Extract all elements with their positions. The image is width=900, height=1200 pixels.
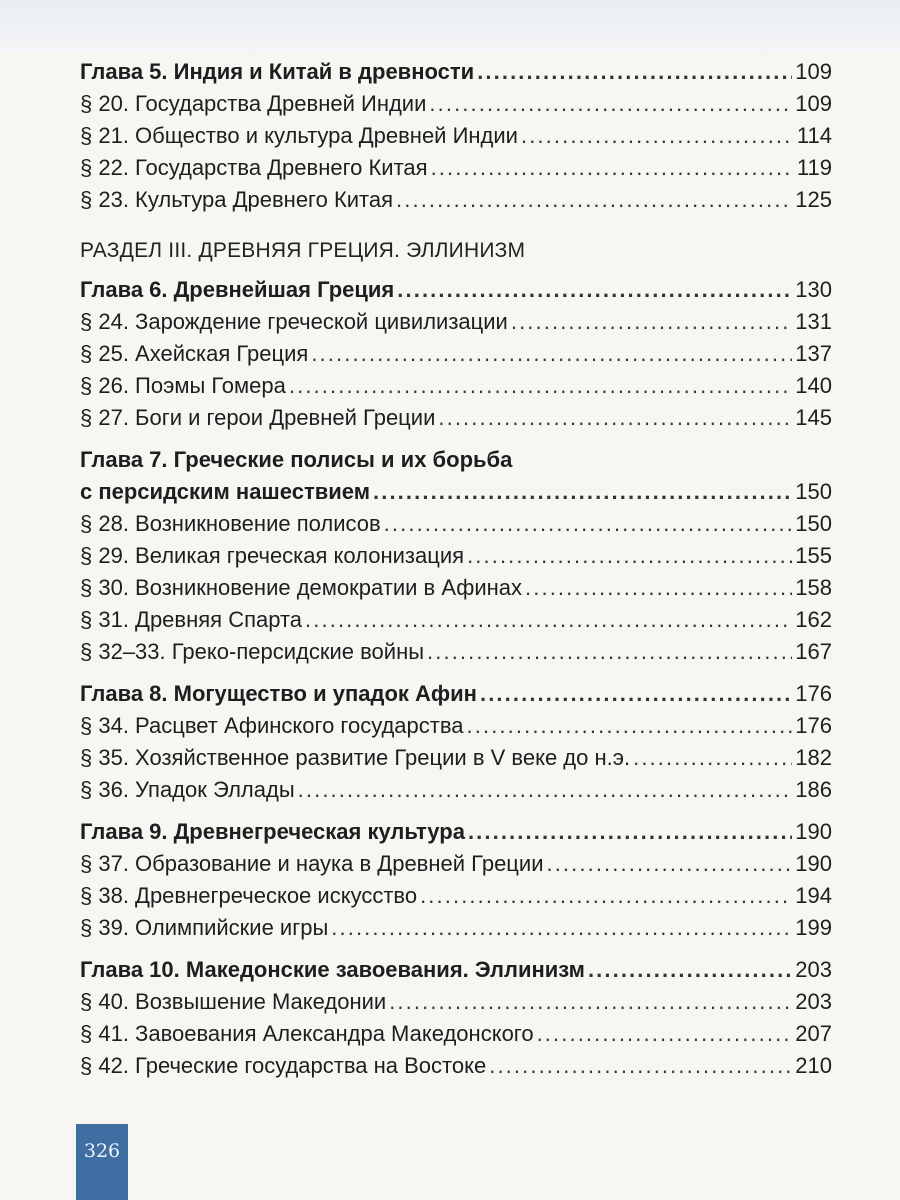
- chapter-entry[interactable]: [80, 476, 832, 508]
- paragraph-entry-page: 155: [795, 543, 832, 568]
- chapter-entry[interactable]: [80, 954, 832, 986]
- paragraph-entry-page: 182: [795, 745, 832, 770]
- dot-leader: [511, 306, 792, 338]
- chapter: [80, 274, 832, 434]
- paragraph-entry-page: 176: [795, 713, 832, 738]
- paragraph-entry-label: § 29. Великая греческая колонизация: [80, 543, 465, 568]
- chapter-entry-page: 109: [795, 59, 832, 84]
- paragraph-entry[interactable]: [80, 710, 832, 742]
- paragraph-entry-label: § 28. Возникновение полисов: [80, 511, 381, 536]
- paragraph-entry-page: 186: [795, 777, 832, 802]
- section-heading: РАЗДЕЛ III. ДРЕВНЯЯ ГРЕЦИЯ. ЭЛЛИНИЗМ: [80, 239, 526, 262]
- paragraph-entry[interactable]: [80, 604, 832, 636]
- dot-leader: [397, 274, 792, 306]
- paragraph-entry[interactable]: [80, 120, 832, 152]
- toc-group-2: [80, 274, 832, 1082]
- paragraph-entry-label: § 23. Культура Древнего Китая: [80, 187, 394, 212]
- chapter: [80, 56, 832, 216]
- paragraph-entry-label: § 34. Расцвет Афинского государства: [80, 713, 464, 738]
- paragraph-entry[interactable]: [80, 370, 832, 402]
- chapter-entry-page: 190: [795, 819, 832, 844]
- paragraph-entry[interactable]: [80, 848, 832, 880]
- chapter-entry-label: Глава 6. Древнейшая Греция: [80, 277, 395, 302]
- dot-leader: [525, 572, 792, 604]
- paragraph-entry-label: § 40. Возвышение Македонии: [80, 989, 387, 1014]
- dot-leader: [431, 152, 794, 184]
- paragraph-entry-page: 131: [795, 309, 832, 334]
- paragraph-entry-label: § 36. Упадок Эллады: [80, 777, 295, 802]
- paragraph-entry[interactable]: [80, 306, 832, 338]
- chapter-entry-page: 176: [795, 681, 832, 706]
- chapter: [80, 678, 832, 806]
- paragraph-entry-label: § 22. Государства Древнего Китая: [80, 155, 428, 180]
- chapter: [80, 954, 832, 1082]
- dot-leader: [468, 816, 792, 848]
- dot-leader: [537, 1018, 793, 1050]
- chapter: [80, 444, 832, 668]
- dot-leader: [311, 338, 792, 370]
- paragraph-entry[interactable]: [80, 152, 832, 184]
- dot-leader: [546, 848, 792, 880]
- dot-leader: [427, 636, 792, 668]
- dot-leader: [420, 880, 792, 912]
- dot-leader: [298, 774, 793, 806]
- table-of-contents: [80, 56, 832, 1082]
- dot-leader: [467, 540, 792, 572]
- dot-leader: [477, 56, 792, 88]
- chapter-entry-page: 150: [795, 479, 832, 504]
- dot-leader: [467, 710, 793, 742]
- paragraph-entry-label: § 35. Хозяйственное развитие Греции в V веке до н.э.: [80, 745, 631, 770]
- paragraph-entry-label: § 21. Общество и культура Древней Индии: [80, 123, 518, 148]
- paragraph-entry[interactable]: [80, 1018, 832, 1050]
- paragraph-entry-label: § 39. Олимпийские игры: [80, 915, 329, 940]
- paragraph-entry[interactable]: [80, 636, 832, 668]
- dot-leader: [373, 476, 792, 508]
- dot-leader: [384, 508, 793, 540]
- paragraph-entry-page: 137: [795, 341, 832, 366]
- paragraph-entry-label: § 20. Государства Древней Индии: [80, 91, 427, 116]
- dot-leader: [389, 986, 792, 1018]
- paragraph-entry-page: 190: [795, 851, 832, 876]
- paragraph-entry[interactable]: [80, 986, 832, 1018]
- paragraph-entry[interactable]: [80, 1050, 832, 1082]
- paragraph-entry-label: § 32–33. Греко-персидские войны: [80, 639, 425, 664]
- toc-group-1: [80, 56, 832, 216]
- paragraph-entry[interactable]: [80, 338, 832, 370]
- dot-leader: [429, 88, 792, 120]
- paragraph-entry[interactable]: [80, 540, 832, 572]
- chapter-title-line1: Глава 7. Греческие полисы и их борьба: [80, 447, 513, 472]
- dot-leader: [633, 742, 792, 774]
- chapter-entry-label: Глава 10. Македонские завоевания. Эллинизм: [80, 957, 585, 982]
- paragraph-entry[interactable]: [80, 742, 832, 774]
- paragraph-entry[interactable]: [80, 572, 832, 604]
- paragraph-entry-page: 114: [796, 123, 832, 148]
- dot-leader: [489, 1050, 792, 1082]
- dot-leader: [289, 370, 792, 402]
- paragraph-entry-label: § 26. Поэмы Гомера: [80, 373, 286, 398]
- paragraph-entry-page: 140: [795, 373, 832, 398]
- paragraph-entry-page: 158: [795, 575, 832, 600]
- paragraph-entry-page: 125: [795, 187, 832, 212]
- paragraph-entry-page: 109: [795, 91, 832, 116]
- chapter-entry-page: 203: [795, 957, 832, 982]
- chapter-entry[interactable]: [80, 274, 832, 306]
- paragraph-entry-label: § 27. Боги и герои Древней Греции: [80, 405, 436, 430]
- paragraph-entry-label: § 24. Зарождение греческой цивилизации: [80, 309, 508, 334]
- paragraph-entry[interactable]: [80, 912, 832, 944]
- paragraph-entry-page: 162: [795, 607, 832, 632]
- chapter-entry-label: Глава 5. Индия и Китай в древности: [80, 59, 475, 84]
- paragraph-entry-page: 150: [795, 511, 832, 536]
- chapter-entry[interactable]: [80, 816, 832, 848]
- page-number: 326: [76, 1124, 128, 1200]
- chapter-entry[interactable]: [80, 678, 832, 710]
- dot-leader: [305, 604, 792, 636]
- paragraph-entry-label: § 42. Греческие государства на Востоке: [80, 1053, 487, 1078]
- chapter-entry-page: 130: [795, 277, 832, 302]
- dot-leader: [480, 678, 792, 710]
- paragraph-entry-label: § 37. Образование и наука в Древней Греции: [80, 851, 544, 876]
- paragraph-entry-page: 167: [795, 639, 832, 664]
- paragraph-entry-label: § 41. Завоевания Александра Македонского: [80, 1021, 534, 1046]
- paragraph-entry[interactable]: [80, 402, 832, 434]
- dot-leader: [438, 402, 792, 434]
- paragraph-entry-page: 145: [795, 405, 832, 430]
- paragraph-entry-label: § 31. Древняя Спарта: [80, 607, 303, 632]
- paragraph-entry-page: 203: [795, 989, 832, 1014]
- paragraph-entry-label: § 38. Древнегреческое искусство: [80, 883, 418, 908]
- dot-leader: [588, 954, 792, 986]
- chapter-entry-label: с персидским нашествием: [80, 479, 370, 504]
- paragraph-entry-page: 210: [795, 1053, 832, 1078]
- paragraph-entry-page: 194: [795, 883, 832, 908]
- dot-leader: [521, 120, 794, 152]
- paragraph-entry-page: 199: [795, 915, 832, 940]
- chapter-entry-label: Глава 8. Могущество и упадок Афин: [80, 681, 477, 706]
- dot-leader: [331, 912, 792, 944]
- paragraph-entry[interactable]: [80, 774, 832, 806]
- top-band: [0, 0, 900, 52]
- paragraph-entry-page: 207: [795, 1021, 832, 1046]
- paragraph-entry[interactable]: [80, 88, 832, 120]
- paragraph-entry[interactable]: [80, 880, 832, 912]
- paragraph-entry-label: § 30. Возникновение демократии в Афинах: [80, 575, 523, 600]
- paragraph-entry[interactable]: [80, 184, 832, 216]
- chapter-entry-label: Глава 9. Древнегреческая культура: [80, 819, 465, 844]
- chapter: [80, 816, 832, 944]
- chapter-entry[interactable]: [80, 56, 832, 88]
- dot-leader: [396, 184, 792, 216]
- paragraph-entry-page: 119: [796, 155, 832, 180]
- paragraph-entry[interactable]: [80, 508, 832, 540]
- paragraph-entry-label: § 25. Ахейская Греция: [80, 341, 309, 366]
